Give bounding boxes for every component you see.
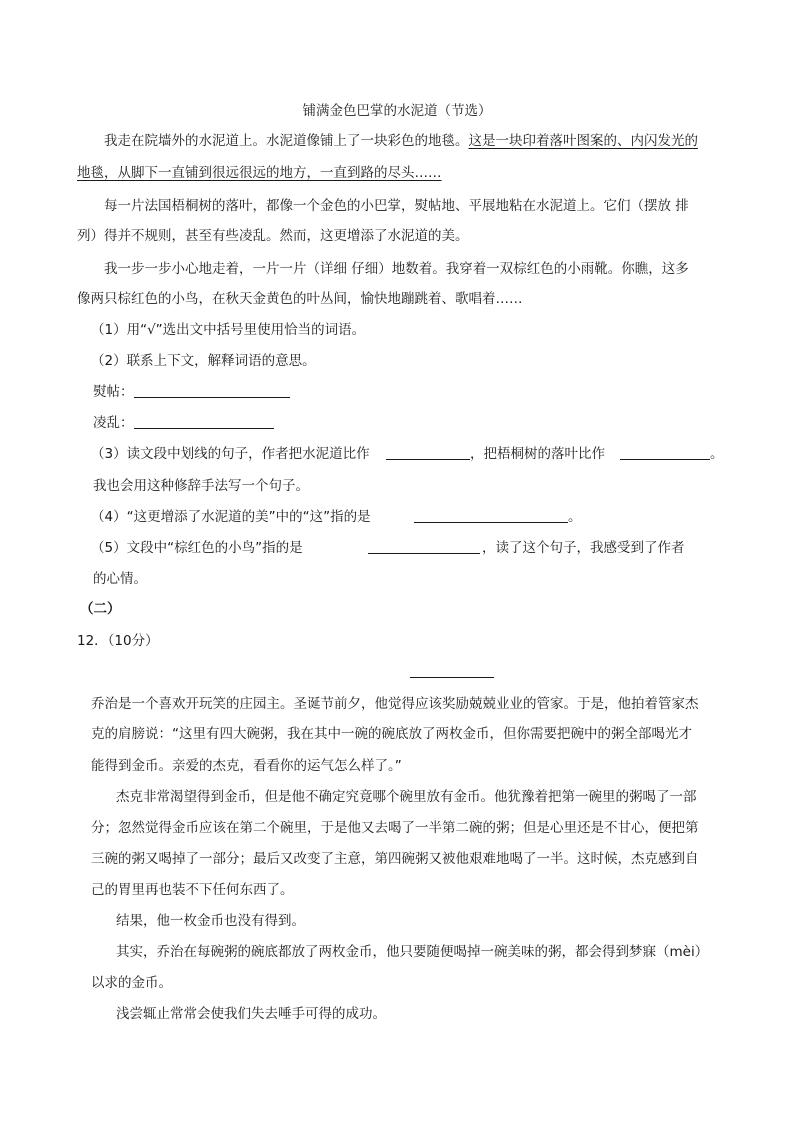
question-4-part: 。 <box>568 509 582 525</box>
passage2-line: 己的胃里再也装不下任何东西了。 <box>91 882 294 898</box>
question-12-heading: 12．（10分） <box>77 633 159 649</box>
question-5: （5）文段中“棕红色的小鸟”指的是 <box>91 540 303 556</box>
passage2-line: 杰克非常渴望得到金币，但是他不确定究竟哪个碗里放有金币。他犹豫着把第一碗里的粥喝了一部 <box>116 789 697 805</box>
question-3: （3）读文段中划线的句子，作者把水泥道比作 <box>91 446 370 462</box>
passage2-line: 乔治是一个喜欢开玩笑的庄园主。圣诞节前夕，他觉得应该奖励兢兢业业的管家。于是，他拍着管家杰 <box>91 696 699 712</box>
question-5-part: ，读了这个句子，我感受到了作者 <box>482 540 685 556</box>
answer-blank[interactable] <box>134 428 274 429</box>
passage2-line: 分；忽然觉得金币应该在第二个碗里，于是他又去喝了一半第二碗的粥；但是心里还是不甘心，便把第 <box>91 820 699 836</box>
passage1-line: 我一步一步小心地走着，一片一片（详细 仔细）地数着。我穿着一双棕红色的小雨靴。你瞧，这多 <box>104 261 689 277</box>
section-label: （二） <box>80 601 121 617</box>
underlined-sentence: 这是一块印着落叶图案的、内闪发光的 <box>468 133 698 149</box>
answer-blank[interactable] <box>386 459 470 460</box>
answer-blank[interactable] <box>620 459 710 460</box>
passage1-line: 像两只棕红色的小鸟，在秋天金黄色的叶丛间，愉快地蹦跳着、歌唱着…… <box>77 291 523 307</box>
passage2-line: 克的肩膀说：“这里有四大碗粥，我在其中一碗的碗底放了两枚金币，但你需要把碗中的粥全部喝光才 <box>91 726 692 742</box>
answer-blank[interactable] <box>134 397 290 398</box>
question-1: （1）用“√”选出文中括号里使用恰当的词语。 <box>91 322 366 338</box>
passage-title: 铺满金色巴掌的水泥道（节选） <box>302 103 492 119</box>
question-4: （4）“这更增添了水泥道的美”中的“这”指的是 <box>91 509 371 525</box>
question-2: （2）联系上下文，解释词语的意思。 <box>91 353 316 369</box>
answer-blank[interactable] <box>368 553 480 554</box>
answer-blank[interactable] <box>414 522 568 523</box>
passage1-line: 每一片法国梧桐树的落叶，都像一个金色的小巴掌，熨帖地、平展地粘在水泥道上。它们（摆放 排 <box>104 198 689 214</box>
question-3-part: 我也会用这种修辞手法写一个句子。 <box>93 478 309 494</box>
underlined-sentence: 地毯，从脚下一直铺到很远很远的地方，一直到路的尽头…… <box>77 165 442 181</box>
title-blank[interactable] <box>410 677 494 678</box>
question-3-part: ，把梧桐树的落叶比作 <box>470 446 605 462</box>
question-5-part: 的心情。 <box>93 571 147 587</box>
passage2-line: 三碗的粥又喝掉了一部分；最后又改变了主意，第四碗粥又被他艰难地喝了一半。这时候，杰克感到自 <box>91 851 699 867</box>
passage2-line: 其实，乔治在每碗粥的碗底都放了两枚金币，他只要随便喝掉一碗美味的粥，都会得到梦寐（mèi） <box>116 944 709 960</box>
passage1-text: 我走在院墙外的水泥道上。水泥道像铺上了一块彩色的地毯。 <box>104 133 469 149</box>
word-label-yutie: 熨帖： <box>93 384 134 400</box>
passage1-line: 列）得并不规则，甚至有些凌乱。然而，这更增添了水泥道的美。 <box>77 228 469 244</box>
passage2-line: 以求的金币。 <box>91 975 172 991</box>
question-3-part: 。 <box>710 446 724 462</box>
passage2-line: 结果，他一枚金币也没有得到。 <box>116 913 305 929</box>
word-label-lingluan: 凌乱： <box>93 415 134 431</box>
passage1-line <box>104 131 698 151</box>
passage2-line: 能得到金币。亲爱的杰克，看看你的运气怎么样了。” <box>91 758 402 774</box>
passage2-line: 浅尝辄止常常会使我们失去唾手可得的成功。 <box>116 1006 386 1022</box>
